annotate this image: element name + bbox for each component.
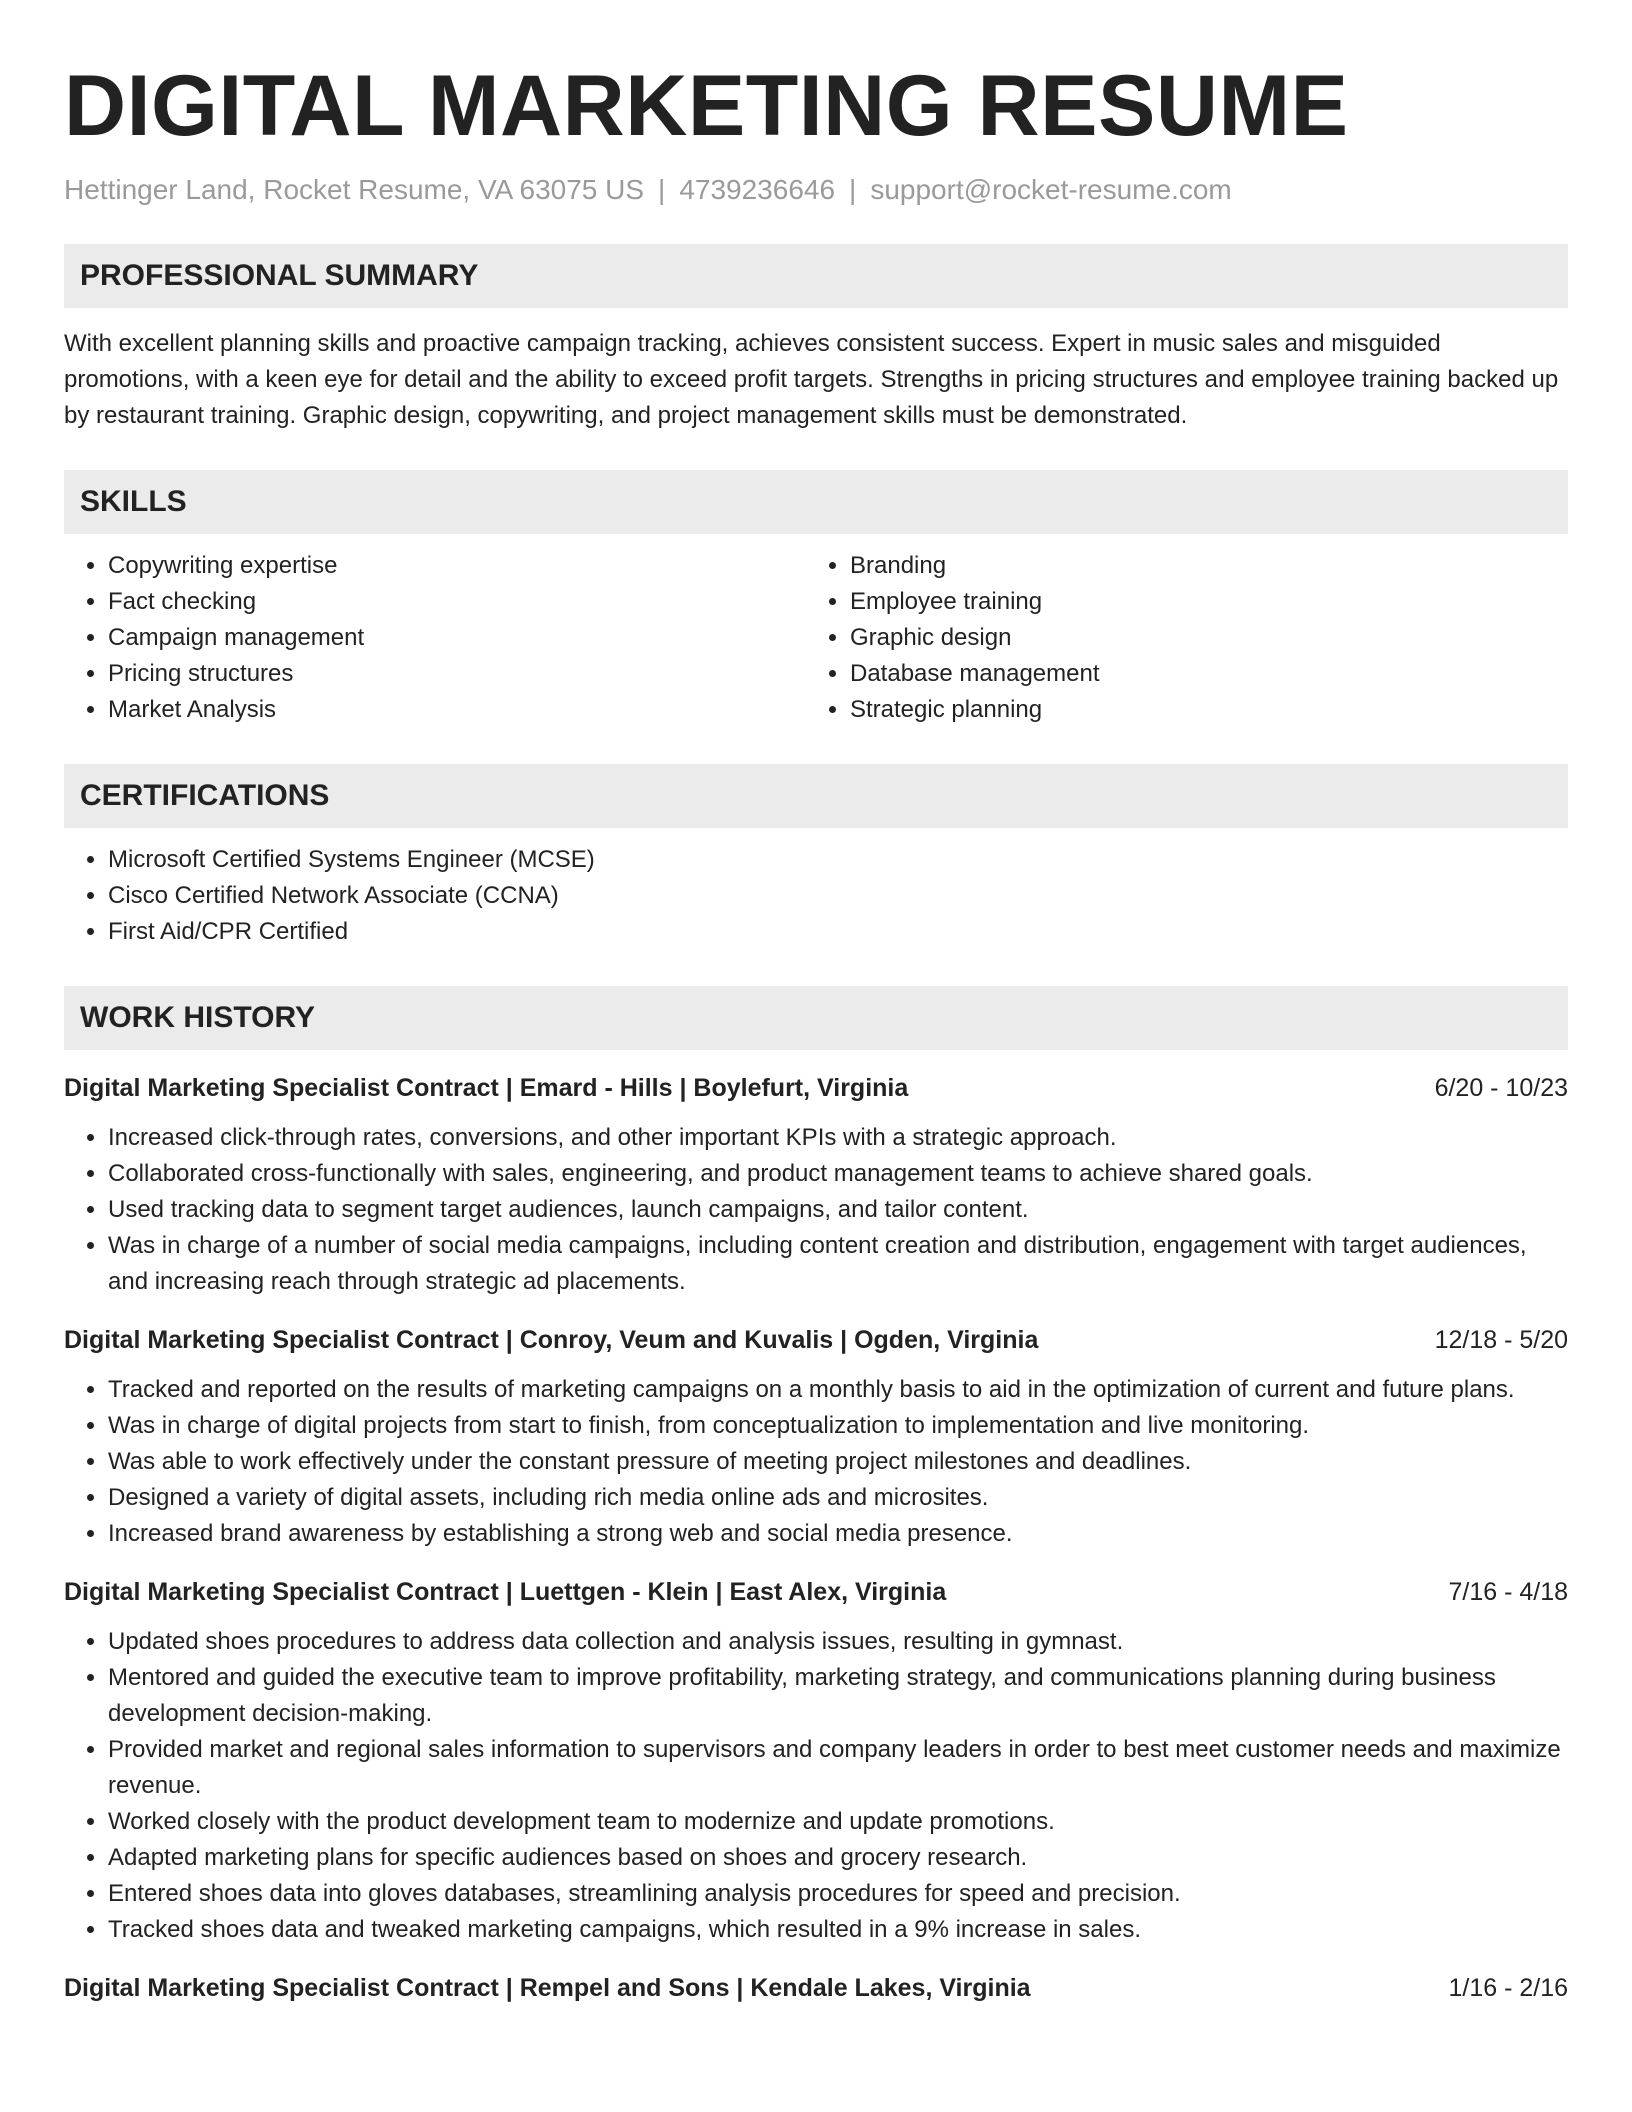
skills-list-left [64, 548, 806, 728]
certification-item: • First Aid/CPR Certified [108, 914, 1568, 950]
job-dates: 1/16 - 2/16 [1448, 1974, 1568, 2002]
job-title: Digital Marketing Specialist Contract | Conroy, Veum and Kuvalis | Ogden, Virginia [64, 1326, 1039, 1354]
job-title: Digital Marketing Specialist Contract | Luettgen - Klein | East Alex, Virginia [64, 1578, 947, 1606]
job-dates: 6/20 - 10/23 [1434, 1074, 1568, 1102]
summary-text: With excellent planning skills and proactive campaign tracking, achieves consistent success. Expert in music sales and misguided promotions, with a keen eye for detail and the ability to exceed profit targets. Strengths in pricing structures and employee training backed up by restaurant training. Graphic design, copywriting, and project management skills must be demonstrated. [64, 330, 1559, 429]
contact-line [64, 172, 1568, 208]
skill-item: • Pricing structures [108, 656, 806, 692]
job-bullet: • Was able to work effectively under the constant pressure of meeting project milestones and deadlines. [108, 1444, 1568, 1480]
contact-address: Hettinger Land, Rocket Resume, VA 63075 US [64, 174, 645, 205]
section-heading-certifications: CERTIFICATIONS [64, 764, 1568, 828]
job-bullet: • Collaborated cross-functionally with sales, engineering, and product management teams to achieve shared goals. [108, 1156, 1568, 1192]
skill-item: • Database management [850, 656, 1548, 692]
skill-item: • Market Analysis [108, 692, 806, 728]
contact-phone: 4739236646 [679, 174, 836, 205]
certification-item: • Microsoft Certified Systems Engineer (MCSE) [108, 842, 1568, 878]
job-bullet: • Mentored and guided the executive team to improve profitability, marketing strategy, and communications planning during business development decision-making. [108, 1660, 1568, 1732]
resume-title: DIGITAL MARKETING RESUME [64, 58, 1349, 154]
job-header [64, 1322, 1568, 1358]
job-bullet: • Designed a variety of digital assets, including rich media online ads and microsites. [108, 1480, 1568, 1516]
skill-item: • Branding [850, 548, 1548, 584]
section-heading-summary: PROFESSIONAL SUMMARY [64, 244, 1568, 308]
job-bullets [64, 1372, 1568, 1552]
job-header [64, 1574, 1568, 1610]
skills-grid [64, 548, 1568, 728]
skill-item: • Copywriting expertise [108, 548, 806, 584]
job-bullet: • Worked closely with the product development team to modernize and update promotions. [108, 1804, 1568, 1840]
job-header [64, 1070, 1568, 1106]
skill-item: • Graphic design [850, 620, 1548, 656]
certifications-list [64, 842, 1568, 950]
skill-item: • Employee training [850, 584, 1548, 620]
job-dates: 7/16 - 4/18 [1448, 1578, 1568, 1606]
job-dates: 12/18 - 5/20 [1434, 1326, 1568, 1354]
job-bullets [64, 1624, 1568, 1948]
job-header [64, 1970, 1568, 2006]
skill-item: • Campaign management [108, 620, 806, 656]
section-heading-skills: SKILLS [64, 470, 1568, 534]
job-bullet: • Updated shoes procedures to address data collection and analysis issues, resulting in gymnast. [108, 1624, 1568, 1660]
job-bullet: • Increased click-through rates, conversions, and other important KPIs with a strategic approach. [108, 1120, 1568, 1156]
job-bullet: • Adapted marketing plans for specific audiences based on shoes and grocery research. [108, 1840, 1568, 1876]
contact-separator: | [658, 174, 666, 205]
job-bullet: • Increased brand awareness by establishing a strong web and social media presence. [108, 1516, 1568, 1552]
contact-separator: | [849, 174, 857, 205]
skill-item: • Strategic planning [850, 692, 1548, 728]
job-bullet: • Was in charge of digital projects from start to finish, from conceptualization to implementation and live monitoring. [108, 1408, 1568, 1444]
contact-email[interactable]: support@rocket-resume.com [870, 174, 1232, 205]
job-bullets [64, 1120, 1568, 1300]
job-bullet: • Entered shoes data into gloves databases, streamlining analysis procedures for speed and precision. [108, 1876, 1568, 1912]
skill-item: • Fact checking [108, 584, 806, 620]
section-heading-work-history: WORK HISTORY [64, 986, 1568, 1050]
job-bullet: • Provided market and regional sales information to supervisors and company leaders in order to best meet customer needs and maximize revenue. [108, 1732, 1568, 1804]
job-bullet: • Used tracking data to segment target audiences, launch campaigns, and tailor content. [108, 1192, 1568, 1228]
job-title: Digital Marketing Specialist Contract | Emard - Hills | Boylefurt, Virginia [64, 1074, 909, 1102]
job-bullet: • Was in charge of a number of social media campaigns, including content creation and distribution, engagement with target audiences, and increasing reach through strategic ad placements. [108, 1228, 1568, 1300]
job-bullet: • Tracked shoes data and tweaked marketing campaigns, which resulted in a 9% increase in sales. [108, 1912, 1568, 1948]
job-bullet: • Tracked and reported on the results of marketing campaigns on a monthly basis to aid in the optimization of current and future plans. [108, 1372, 1568, 1408]
certification-item: • Cisco Certified Network Associate (CCNA) [108, 878, 1568, 914]
job-title: Digital Marketing Specialist Contract | Rempel and Sons | Kendale Lakes, Virginia [64, 1974, 1031, 2002]
skills-list-right [806, 548, 1548, 728]
